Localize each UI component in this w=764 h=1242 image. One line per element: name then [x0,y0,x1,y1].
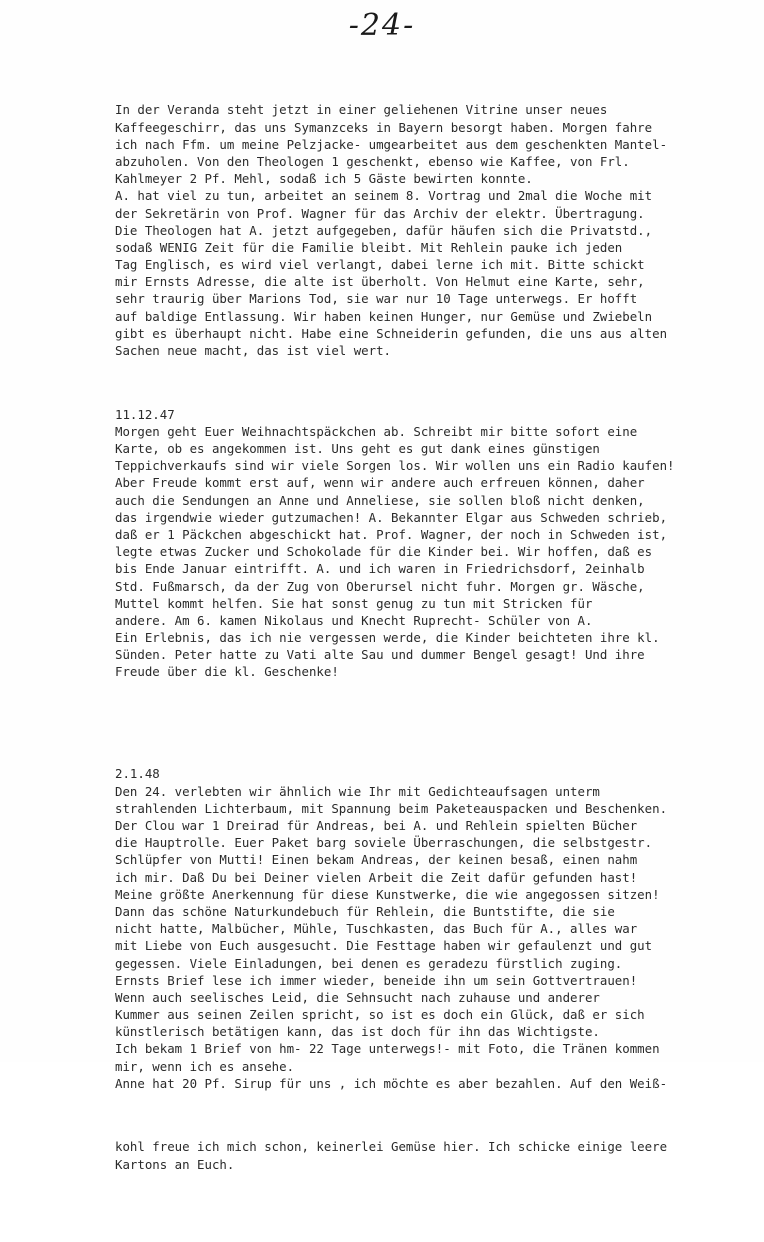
text-line: daß er 1 Päckchen abgeschickt hat. Prof. Wagner, der noch in Schweden ist, [115,526,668,542]
text-line: gegessen. Viele Einladungen, bei denen es geradezu fürstlich zuging. [115,955,623,971]
text-line: Meine größte Anerkennung für diese Kunstwerke, die wie angegossen sitzen! [115,886,660,902]
text-line: ich nach Ffm. um meine Pelzjacke- umgearbeitet aus dem geschenkten Mantel- [115,136,668,152]
letter-entry-3 [115,731,695,1207]
text-line: auch die Sendungen an Anne und Anneliese, sie sollen bloß nicht denken, [115,492,645,508]
text-line: Kaffeegeschirr, das uns Symanzceks in Bayern besorgt haben. Morgen fahre [115,119,653,135]
text-line: legte etwas Zucker und Schokolade für die Kinder bei. Wir hoffen, daß es [115,544,653,560]
text-line: Der Clou war 1 Dreirad für Andreas, bei A. und Rehlein spielten Bücher [115,818,638,833]
text-line: Kummer aus seinen Zeilen spricht, so ist es doch ein Glück, daß er sich [115,1007,645,1023]
letter-body [115,67,695,1242]
text-line: 11.12.47 [115,406,175,422]
text-line: ich mir. Daß Du bei Deiner vielen Arbeit die Zeit dafür gefunden hast! [115,869,638,885]
text-line: Anne hat 20 Pf. Sirup für uns , ich möchte es aber bezahlen. Auf den Weiß- [115,1075,668,1091]
text-line: das irgendwie wieder gutzumachen! A. Bekannter Elgar aus Schweden schrieb, [115,509,668,525]
text-line: Den 24. verlebten wir ähnlich wie Ihr mit Gedichteaufsagen unterm [115,783,600,799]
text-line: A. hat viel zu tun, arbeitet an seinem 8. Vortrag und 2mal die Woche mit [115,188,653,204]
text-line: Dann das schöne Naturkundebuch für Rehlein, die Buntstifte, die sie [115,903,615,919]
text-line: mir Ernsts Adresse, die alte ist überholt. Von Helmut eine Karte, sehr, [115,274,645,290]
text-line: abzuholen. Von den Theologen 1 geschenkt, ebenso wie Kaffee, von Frl. [115,153,630,169]
text-line: strahlenden Lichterbaum, mit Spannung beim Paketeauspacken und Beschenken. [115,800,668,816]
text-line: Schlüpfer von Mutti! Einen bekam Andreas, der keinen besaß, einen nahm [115,852,638,868]
text-line: nicht hatte, Malbücher, Mühle, Tuschkasten, das Buch für A., alles war [115,921,638,937]
letter-entry-2 [115,406,695,681]
text-line: Wenn auch seelisches Leid, die Sehnsucht nach zuhause und anderer [115,989,600,1005]
text-line: Sünden. Peter hatte zu Vati alte Sau und dummer Bengel gesagt! Und ihre [115,647,645,663]
text-line: In der Veranda steht jetzt in einer geliehenen Vitrine unser neues [115,102,608,118]
text-line: Ein Erlebnis, das ich nie vergessen werde, die Kinder beichteten ihre kl. [115,630,660,646]
text-line: 2.1.48 [115,766,160,782]
text-line: kohl freue ich mich schon, keinerlei Gemüse hier. Ich schicke einige leere [115,1139,668,1155]
text-line: sehr traurig über Marions Tod, sie war nur 10 Tage unterwegs. Er hofft [115,291,638,307]
text-line: Sachen neue macht, das ist viel wert. [115,343,392,359]
text-line: Freude über die kl. Geschenke! [115,664,339,680]
text-line: Ich bekam 1 Brief von hm- 22 Tage unterwegs!- mit Foto, die Tränen kommen [115,1041,660,1057]
letter-entry-1 [115,101,695,359]
text-line: Aber Freude kommt erst auf, wenn wir andere auch erfreuen können, daher [115,475,645,491]
text-line: andere. Am 6. kamen Nikolaus und Knecht Ruprecht- Schüler von A. [115,612,593,628]
text-line: künstlerisch betätigen kann, das ist doch für ihn das Wichtigste. [115,1024,600,1040]
text-line: mit Liebe von Euch ausgesucht. Die Festtage haben wir gefaulenzt und gut [115,938,653,954]
text-line: die Hauptrolle. Euer Paket barg soviele Überraschungen, die selbstgestr. [115,835,653,851]
text-line: auf baldige Entlassung. Wir haben keinen Hunger, nur Gemüse und Zwiebeln [115,308,653,324]
text-line: Morgen geht Euer Weihnachtspäckchen ab. Schreibt mir bitte sofort eine [115,423,638,439]
text-line: Karte, ob es angekommen ist. Uns geht es gut dank eines günstigen [115,441,600,456]
text-line: Std. Fußmarsch, da der Zug von Oberursel nicht fuhr. Morgen gr. Wäsche, [115,578,645,594]
text-line: Kahlmeyer 2 Pf. Mehl, sodaß ich 5 Gäste bewirten konnte. [115,171,533,187]
text-line: sodaß WENIG Zeit für die Familie bleibt. Mit Rehlein pauke ich jeden [115,239,623,255]
text-line: der Sekretärin von Prof. Wagner für das Archiv der elektr. Übertragung. [115,205,645,221]
text-line: Kartons an Euch. [115,1156,235,1172]
text-line: gibt es überhaupt nicht. Habe eine Schneiderin gefunden, die uns aus alten [115,325,668,341]
text-line: bis Ende Januar eintrifft. A. und ich waren in Friedrichsdorf, 2einhalb [115,561,645,577]
text-line: Die Theologen hat A. jetzt aufgegeben, dafür häufen sich die Privatstd., [115,222,653,238]
page-number: -24- [348,8,416,43]
text-line: Tag Englisch, es wird viel verlangt, dabei lerne ich mit. Bitte schickt [115,257,645,273]
text-line: Teppichverkaufs sind wir viele Sorgen los. Wir wollen uns ein Radio kaufen! [115,458,675,474]
text-line: mir, wenn ich es ansehe. [115,1058,295,1074]
text-line: Ernsts Brief lese ich immer wieder, beneide ihn um sein Gottvertrauen! [115,972,638,988]
text-line: Muttel kommt helfen. Sie hat sonst genug zu tun mit Stricken für [115,595,593,611]
